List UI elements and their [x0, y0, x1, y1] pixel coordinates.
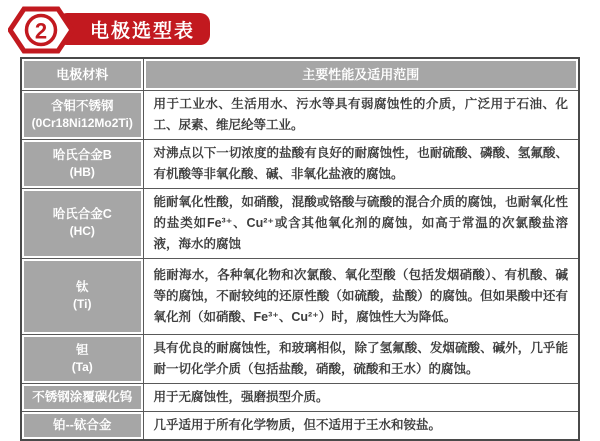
page-title: [57, 13, 210, 45]
page-title-label: 电极选型表: [89, 20, 195, 42]
description-cell: 用于工业水、生活用水、污水等具有弱腐蚀性的介质，广泛用于石油、化工、尿素、维尼纶等工业。: [143, 90, 579, 139]
table-row: [21, 188, 579, 258]
material-grade: (Ti): [73, 297, 92, 311]
material-cell: [21, 139, 143, 188]
number-badge-icon: [8, 5, 74, 55]
table-row: [21, 139, 579, 188]
material-cell: [21, 90, 143, 139]
material-grade: (0Cr18Ni12Mo2Ti): [31, 115, 133, 130]
page-header: [0, 0, 600, 57]
table-header-row: [21, 58, 579, 90]
table-row: [21, 334, 579, 383]
table-row: [21, 383, 579, 411]
electrode-selection-table: [20, 57, 580, 441]
material-grade: (Ta): [71, 359, 93, 374]
material-grade: (HC): [69, 224, 95, 238]
material-cell: [21, 188, 143, 258]
badge-number: 2: [34, 18, 48, 44]
material-grade: (HB): [69, 164, 95, 179]
material-cell: [21, 411, 143, 440]
description-cell: 能耐海水，各种氧化物和次氯酸、氧化型酸（包括发烟硝酸）、有机酸、碱等的腐蚀，不耐较纯的还原性酸（如硫酸，盐酸）的腐蚀。但如果酸中还有氧化剂（如硝酸、Fe³⁺、Cu²⁺）时，腐蚀性大为降低。: [143, 258, 579, 334]
material-name: 哈氏合金B: [52, 147, 112, 162]
column-header-description: 主要性能及适用范围: [143, 58, 579, 90]
description-cell: 对沸点以下一切浓度的盐酸有良好的耐腐蚀性，也耐硫酸、磷酸、氢氟酸、有机酸等非氧化酸、碱、非氧化盐液的腐蚀。: [143, 139, 579, 188]
description-cell: 用于无腐蚀性，强磨损型介质。: [143, 383, 579, 411]
table-row: [21, 411, 579, 440]
material-cell: [21, 334, 143, 383]
material-cell: [21, 258, 143, 334]
column-header-material: 电极材料: [21, 58, 143, 90]
material-name: 铂--铱合金: [53, 417, 112, 432]
material-name: 钛: [75, 280, 89, 294]
description-cell: 几乎适用于所有化学物质，但不适用于王水和铵盐。: [143, 411, 579, 440]
material-name: 不锈钢涂覆碳化钨: [32, 389, 133, 404]
material-name: 含钼不锈钢: [50, 98, 114, 113]
material-cell: [21, 383, 143, 411]
material-name: 钽: [75, 342, 89, 357]
table-row: [21, 258, 579, 334]
material-name: 哈氏合金C: [52, 207, 112, 221]
description-cell: 具有优良的耐腐蚀性，和玻璃相似，除了氢氟酸、发烟硫酸、碱外，几乎能耐一切化学介质（包括盐酸，硝酸，硫酸和王水）的腐蚀。: [143, 334, 579, 383]
table-row: [21, 90, 579, 139]
description-cell: 能耐氧化性酸，如硝酸，混酸或铬酸与硫酸的混合介质的腐蚀，也耐氧化性的盐类如Fe³⁺、Cu²⁺或含其他氧化剂的腐蚀，如高于常温的次氯酸盐溶液，海水的腐蚀: [143, 188, 579, 258]
